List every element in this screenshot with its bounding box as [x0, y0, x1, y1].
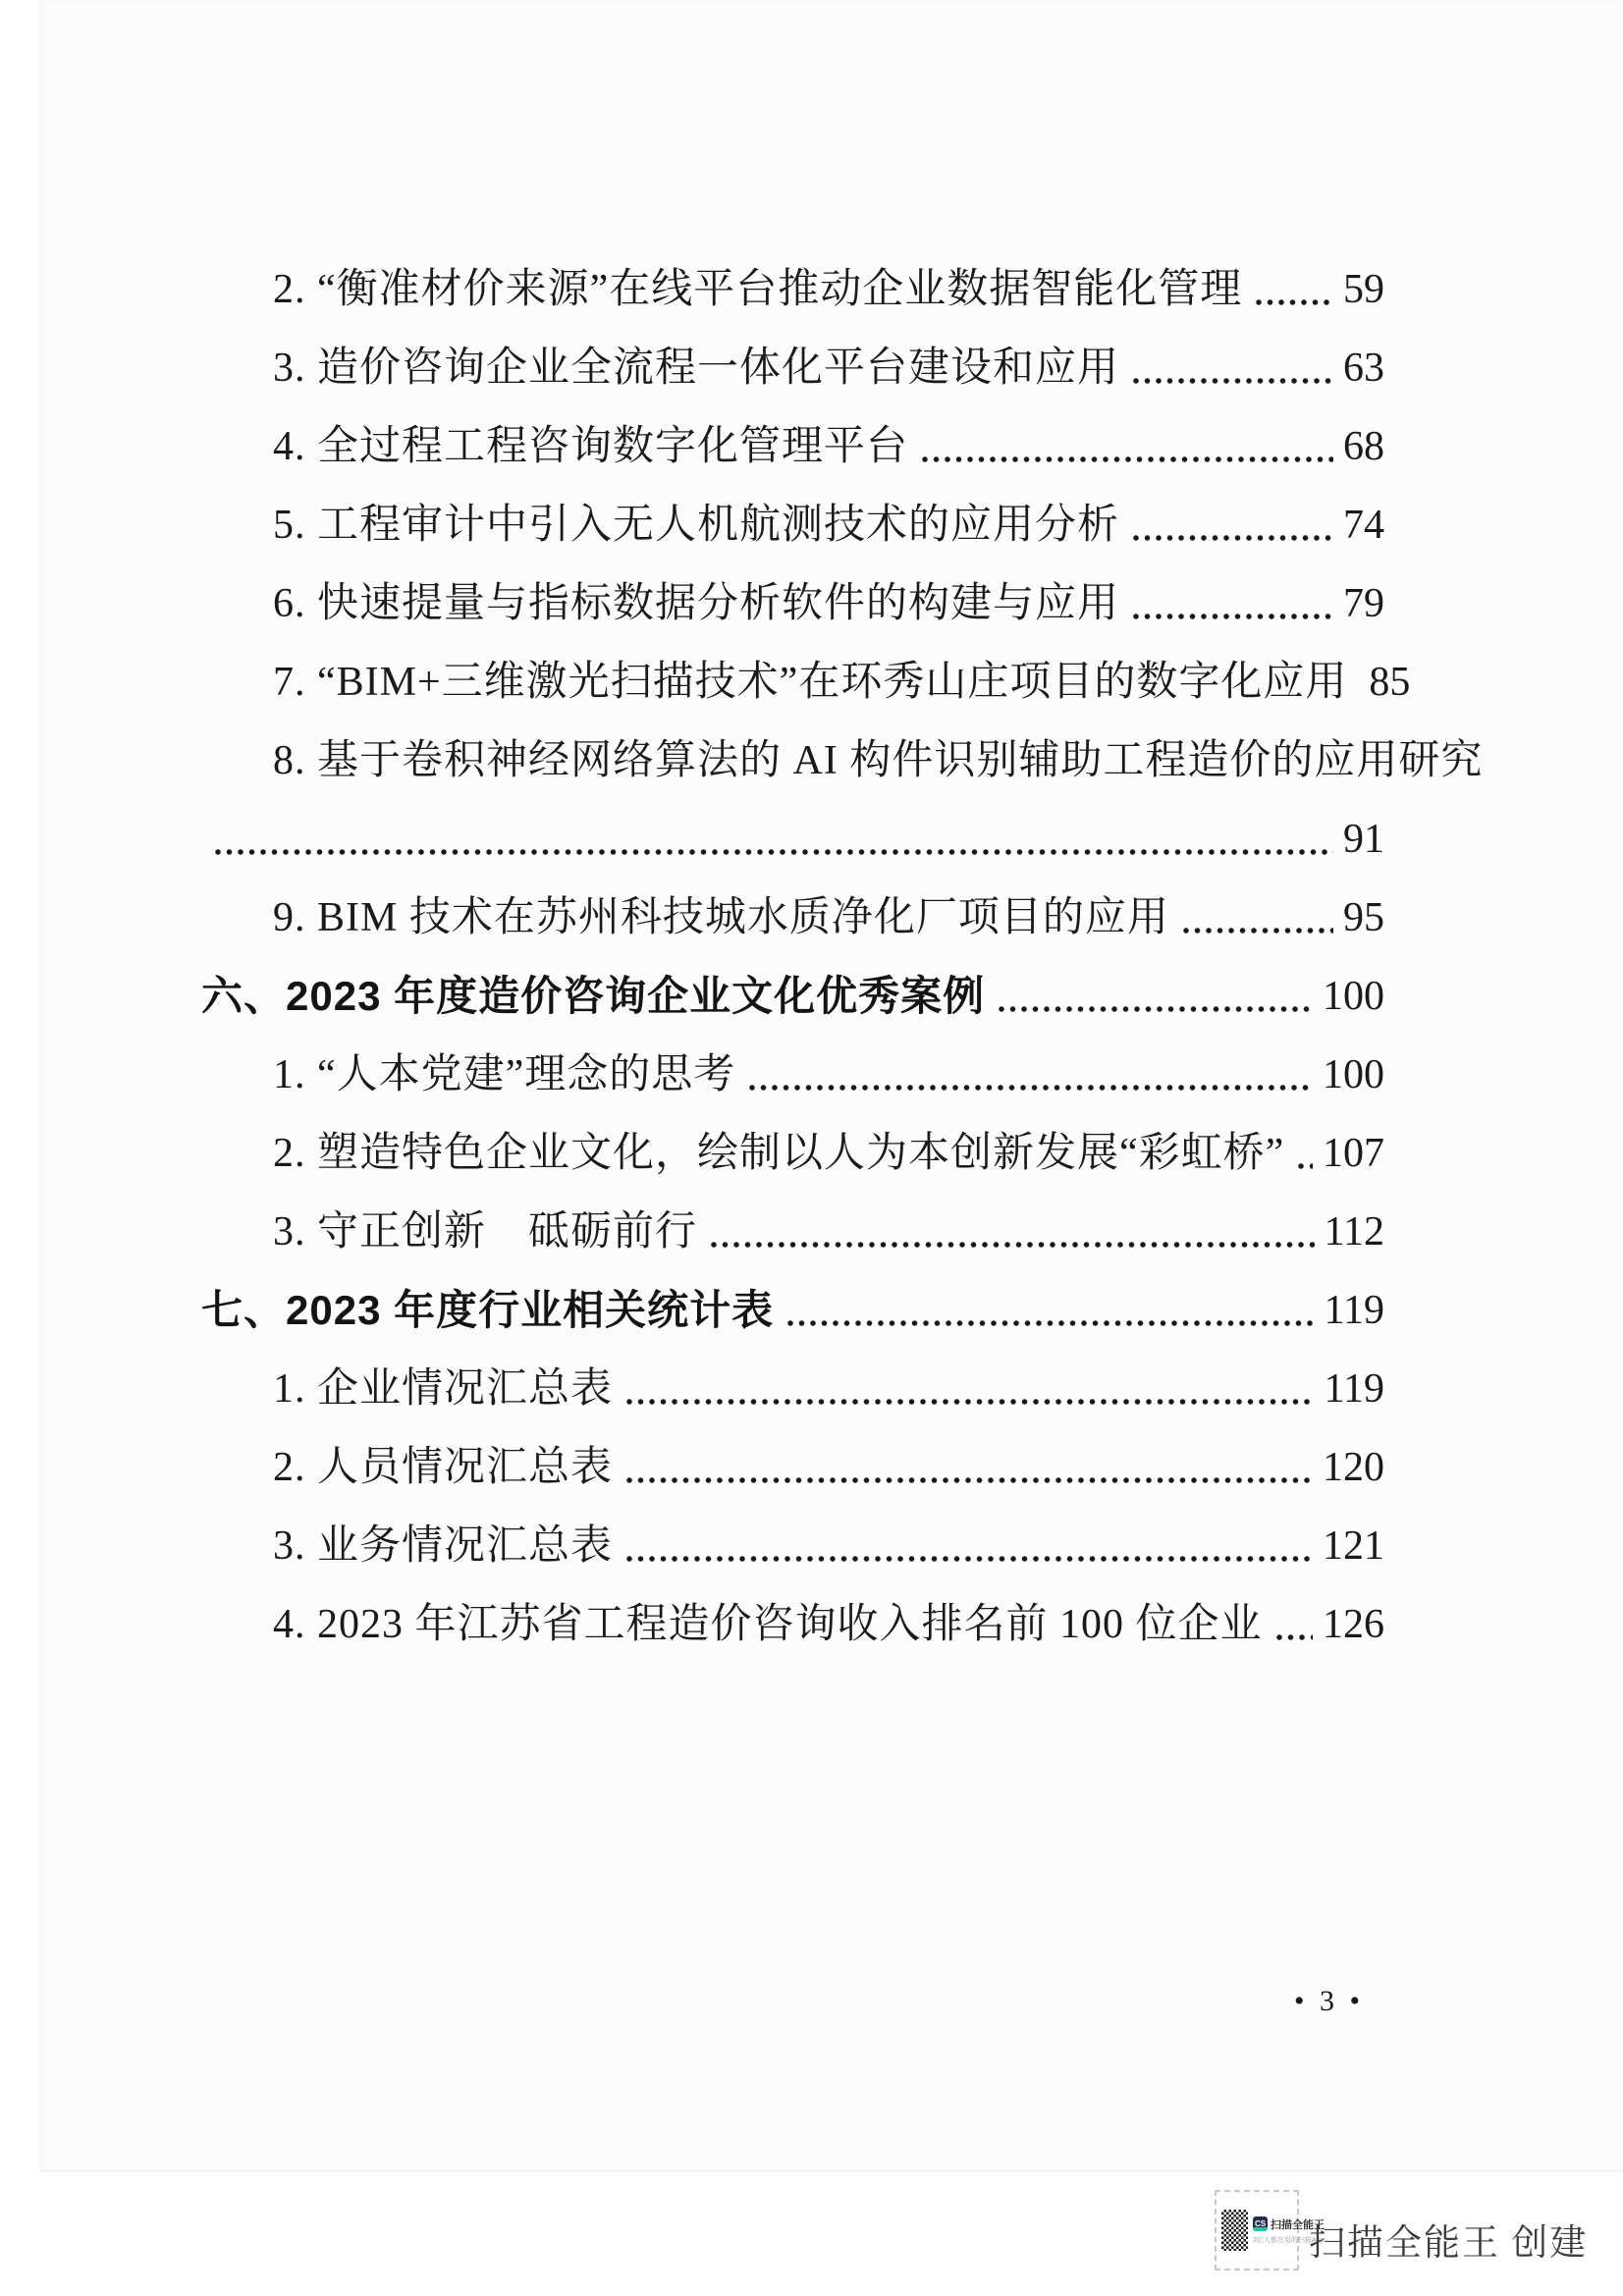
- toc-entry-label: 3. 造价咨询企业全流程一体化平台建设和应用: [273, 346, 1120, 391]
- toc-entry-label: 4. 全过程工程咨询数字化管理平台: [273, 424, 909, 469]
- dot-leader: [785, 1315, 1314, 1331]
- dot-leader: [1274, 1629, 1313, 1645]
- dot-leader: [1131, 609, 1333, 624]
- toc-entry-page: 68: [1343, 424, 1384, 469]
- toc-entry: [201, 1271, 1384, 1350]
- toc-entry-page: 100: [1323, 1052, 1384, 1097]
- toc-entry-label: 9. BIM 技术在苏州科技城水质净化厂项目的应用: [273, 895, 1169, 940]
- toc-entry-label: 3. 业务情况汇总表: [273, 1523, 614, 1569]
- toc-entry: [201, 721, 1484, 800]
- toc-entry-label: 6. 快速提量与指标数据分析软件的构建与应用: [273, 581, 1120, 626]
- camscanner-badge: [1215, 2190, 1325, 2270]
- toc-entry-page: 119: [1324, 1288, 1384, 1333]
- dot-leader: [624, 1394, 1315, 1410]
- toc-entry-page: 91: [1343, 817, 1384, 862]
- page-number: • 3 •: [1294, 1985, 1365, 2017]
- camscanner-caption: 扫描全能王 创建: [1309, 2223, 1589, 2264]
- toc-entry-page: 100: [1323, 974, 1384, 1019]
- dot-leader: [709, 1237, 1315, 1253]
- toc-entry-page: 74: [1343, 503, 1384, 548]
- toc-entry-label: 六、2023 年度造价咨询企业文化优秀案例: [201, 973, 986, 1019]
- dot-leader: [747, 1080, 1313, 1095]
- toc-entry-page: 120: [1323, 1445, 1384, 1490]
- toc-entry-label: 3. 守正创新 砥砺前行: [273, 1209, 698, 1255]
- toc-entry-label: 1. “人本党建”理念的思考: [273, 1052, 736, 1097]
- dot-leader: [213, 844, 1333, 860]
- toc-entry-page: 63: [1343, 346, 1384, 391]
- toc-entry: [201, 1585, 1384, 1664]
- toc-entry-label: 7. “BIM+三维激光扫描技术”在环秀山庄项目的数字化应用: [273, 660, 1348, 705]
- toc-entry-page: 126: [1323, 1602, 1384, 1647]
- toc-entry: [201, 329, 1384, 407]
- dot-leader: [624, 1472, 1313, 1488]
- camscanner-app-name: 扫描全能王: [1271, 2218, 1325, 2231]
- qr-code-icon: [1221, 2210, 1248, 2251]
- toc-entry: [201, 1193, 1384, 1271]
- toc-entry-label: 5. 工程审计中引入无人机航测技术的应用分析: [273, 503, 1120, 548]
- toc-entry: [201, 643, 1411, 721]
- dot-leader: [1131, 530, 1333, 546]
- toc-entry: [201, 1036, 1384, 1114]
- toc-entry-label: 2. 塑造特色企业文化，绘制以人为本创新发展“彩虹桥”: [273, 1131, 1285, 1176]
- camscanner-app-icon: CS: [1253, 2216, 1268, 2231]
- camscanner-app-tagline: 3亿人都在用的扫描App: [1253, 2236, 1325, 2244]
- dot-leader: [1131, 373, 1333, 389]
- toc-entry: [201, 1114, 1384, 1193]
- toc-entry-page: 121: [1323, 1523, 1384, 1569]
- toc-entry: [201, 957, 1384, 1036]
- toc-entry-page: 79: [1343, 581, 1384, 626]
- dot-leader: [624, 1551, 1313, 1567]
- toc-entry: [201, 1350, 1384, 1428]
- toc-entry-page: 112: [1324, 1209, 1384, 1255]
- dot-leader: [1254, 294, 1333, 310]
- toc-entry: [201, 1507, 1384, 1585]
- toc-entry: [201, 486, 1384, 564]
- toc-entry: [201, 1428, 1384, 1507]
- toc-entry-page: 107: [1323, 1131, 1384, 1176]
- toc-entry-label: 1. 企业情况汇总表: [273, 1366, 614, 1412]
- camscanner-badge-text: [1253, 2216, 1325, 2245]
- toc-entry: [201, 564, 1384, 643]
- toc-entry-page: 85: [1369, 660, 1411, 705]
- toc-entry-label: 4. 2023 年江苏省工程造价咨询收入排名前 100 位企业: [273, 1602, 1263, 1647]
- toc-entry-page: 119: [1324, 1366, 1384, 1412]
- toc-entry: [201, 250, 1384, 329]
- dot-leader: [920, 452, 1333, 467]
- toc-entry: [201, 879, 1384, 957]
- dot-leader: [997, 1001, 1313, 1017]
- toc-entry-label: 8. 基于卷积神经网络算法的 AI 构件识别辅助工程造价的应用研究: [273, 738, 1484, 783]
- dot-leader: [1296, 1158, 1313, 1174]
- toc-entry-page: 95: [1343, 895, 1384, 940]
- toc-entry: [201, 800, 1384, 879]
- dot-leader: [1181, 923, 1333, 938]
- toc-entry-label: 2. “衡准材价来源”在线平台推动企业数据智能化管理: [273, 267, 1243, 312]
- toc-entry: [201, 407, 1384, 486]
- toc-entry-page: 59: [1343, 267, 1384, 312]
- table-of-contents: [201, 250, 1484, 1664]
- toc-entry-label: 七、2023 年度行业相关统计表: [201, 1287, 775, 1333]
- toc-entry-label: 2. 人员情况汇总表: [273, 1445, 614, 1490]
